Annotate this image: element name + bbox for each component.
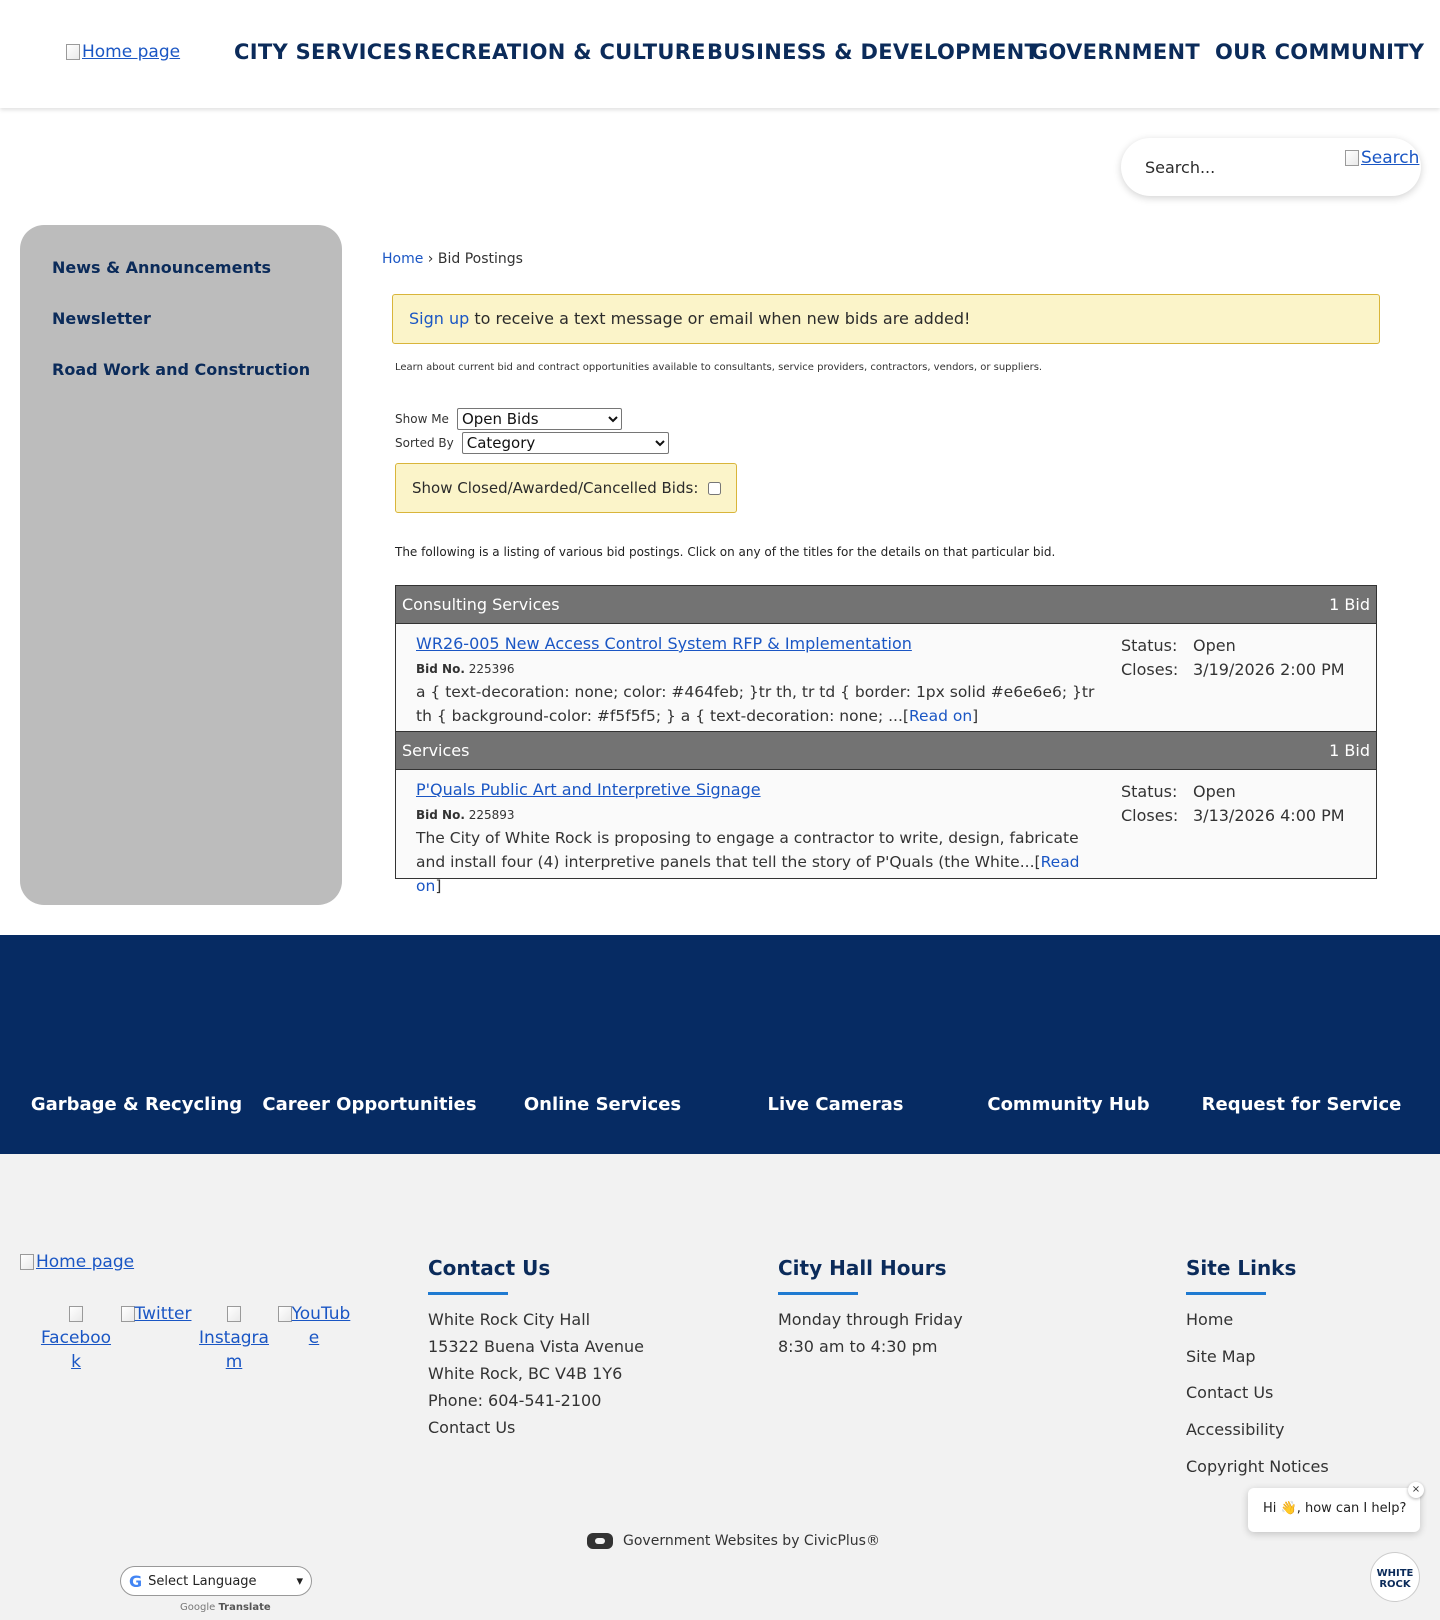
bid-title-link[interactable]: P'Quals Public Art and Interpretive Signage <box>416 780 761 799</box>
bid-row <box>396 770 1376 895</box>
chevron-down-icon: ▾ <box>296 1573 303 1589</box>
nav-recreation-culture[interactable]: RECREATION & CULTURE <box>414 40 706 64</box>
status-value: Open <box>1193 636 1236 655</box>
contact-line: White Rock, BC V4B 1Y6 <box>428 1364 623 1383</box>
closes-label: Closes: <box>1121 660 1179 679</box>
instagram-alt-1: Instagra <box>199 1328 269 1348</box>
translate-select-label: Select Language <box>148 1573 257 1589</box>
nav-business-development[interactable]: BUSINESS & DEVELOPMENT <box>707 40 1040 64</box>
signup-link[interactable]: Sign up <box>409 309 470 328</box>
youtube-icon <box>278 1306 292 1322</box>
bid-row <box>396 624 1376 732</box>
youtube-link[interactable] <box>275 1302 353 1350</box>
site-links-heading: Site Links <box>1186 1256 1297 1280</box>
hours-heading: City Hall Hours <box>778 1256 947 1280</box>
civicplus-logo-icon <box>587 1533 613 1549</box>
twitter-icon <box>121 1306 135 1322</box>
signup-notice <box>392 294 1380 344</box>
twitter-alt-1: Twitter <box>134 1304 192 1324</box>
category-count: 1 Bid <box>1329 741 1370 760</box>
category-name: Consulting Services <box>402 595 560 614</box>
search-button[interactable] <box>1345 148 1419 168</box>
contact-us-link[interactable]: Contact Us <box>428 1418 516 1437</box>
site-link-site-map[interactable]: Site Map <box>1186 1347 1256 1366</box>
footer-logo-link[interactable] <box>20 1252 134 1272</box>
sidebar-item-newsletter[interactable]: Newsletter <box>52 309 151 328</box>
closes-label: Closes: <box>1121 806 1179 825</box>
quick-link-community-hub[interactable]: Community Hub <box>987 1094 1150 1115</box>
nav-government[interactable]: GOVERNMENT <box>1031 40 1201 64</box>
site-link-contact[interactable]: Contact Us <box>1186 1383 1274 1402</box>
show-closed-box <box>395 463 737 513</box>
read-on-link[interactable]: Read on <box>416 853 1080 895</box>
bid-description-text: a { text-decoration: none; color: #464feb; }tr th, tr td { border: 1px solid #e6e6e6; }tr th { background-color: #f5f5f5; } a { text-decoration: none; ... <box>416 683 1095 725</box>
category-count: 1 Bid <box>1329 595 1370 614</box>
twitter-link[interactable] <box>120 1302 192 1326</box>
sorted-by-select[interactable] <box>462 432 669 454</box>
breadcrumb-separator: › <box>427 251 434 267</box>
translate-caption <box>180 1602 271 1613</box>
site-link-copyright[interactable]: Copyright Notices <box>1186 1457 1329 1476</box>
google-word: Google <box>180 1602 216 1613</box>
category-name: Services <box>402 741 470 760</box>
search-icon <box>1345 150 1359 166</box>
contact-heading: Contact Us <box>428 1256 551 1280</box>
civicplus-credit[interactable] <box>587 1533 880 1549</box>
nav-our-community[interactable]: OUR COMMUNITY <box>1215 40 1425 64</box>
chat-avatar-line1: WHITE <box>1376 1568 1414 1579</box>
main-nav <box>0 40 1440 70</box>
category-header <box>396 732 1376 770</box>
site-footer <box>0 1154 1440 1620</box>
youtube-alt-1: YouTub <box>291 1304 351 1324</box>
quick-link-careers[interactable]: Career Opportunities <box>262 1094 477 1115</box>
quick-link-online-services[interactable]: Online Services <box>523 1094 682 1115</box>
bid-meta <box>1121 634 1345 682</box>
broken-image-icon <box>20 1254 34 1270</box>
show-me-select[interactable] <box>457 408 622 430</box>
close-icon[interactable]: × <box>1408 1482 1424 1498</box>
sidebar <box>20 225 342 905</box>
bid-number <box>416 808 515 822</box>
bid-number <box>416 662 515 676</box>
read-on-link[interactable]: Read on <box>908 707 973 725</box>
show-me-filter <box>395 408 622 430</box>
bids-intro-text: Learn about current bid and contract opportunities available to consultants, service providers, contractors, vendors, or suppliers. <box>395 362 1043 373</box>
bid-number-value: 225396 <box>468 662 515 676</box>
hours-line: Monday through Friday <box>778 1310 963 1329</box>
search-box <box>1121 138 1421 196</box>
youtube-alt-2: e <box>308 1328 320 1348</box>
closes-value: 3/19/2026 2:00 PM <box>1193 660 1345 679</box>
nav-city-services[interactable]: CITY SERVICES <box>234 40 413 64</box>
bid-number-label: Bid No. <box>416 808 465 822</box>
chat-avatar-line2: ROCK <box>1379 1579 1411 1590</box>
instagram-link[interactable] <box>194 1302 274 1374</box>
chat-greeting-bubble[interactable] <box>1248 1484 1421 1532</box>
status-label: Status: <box>1121 782 1178 801</box>
facebook-icon <box>69 1306 83 1322</box>
show-closed-label: Show Closed/Awarded/Cancelled Bids: <box>412 479 699 497</box>
facebook-alt-1: Faceboo <box>40 1328 112 1348</box>
bid-description: a { text-decoration: none; color: #464feb; }tr th, tr td { border: 1px solid #e6e6e6; }tr th { background-color: #f5f5f5; } a { text-decoration: none; ...[Read on] <box>416 683 1095 725</box>
breadcrumb-current: Bid Postings <box>437 251 523 267</box>
contact-line: White Rock City Hall <box>428 1310 591 1329</box>
site-header <box>0 0 1440 108</box>
translate-select[interactable] <box>120 1566 312 1596</box>
show-closed-checkbox[interactable] <box>708 482 721 495</box>
bid-table <box>395 585 1377 895</box>
sorted-by-label: Sorted By <box>395 436 454 450</box>
contact-line: Phone: 604-541-2100 <box>428 1391 602 1410</box>
sorted-by-filter <box>395 432 669 454</box>
chat-avatar[interactable] <box>1370 1552 1420 1602</box>
civicplus-text: Government Websites by CivicPlus® <box>623 1533 880 1549</box>
home-logo-alt: Home page <box>82 42 181 62</box>
sidebar-item-road-work[interactable]: Road Work and Construction <box>52 360 311 379</box>
hours-line: 8:30 am to 4:30 pm <box>778 1337 938 1356</box>
site-link-accessibility[interactable]: Accessibility <box>1186 1420 1285 1439</box>
quick-link-live-cameras[interactable]: Live Cameras <box>767 1094 904 1115</box>
facebook-alt-2: k <box>71 1352 81 1372</box>
search-button-alt: Search <box>1361 148 1420 168</box>
search-input[interactable] <box>1145 152 1325 182</box>
translate-word: Translate <box>218 1602 271 1613</box>
bid-number-value: 225893 <box>468 808 515 822</box>
google-g-icon: G <box>129 1571 143 1591</box>
site-link-home[interactable]: Home <box>1186 1310 1234 1329</box>
footer-logo-alt: Home page <box>36 1252 135 1272</box>
bid-number-label: Bid No. <box>416 662 465 676</box>
bid-description: The City of White Rock is proposing to engage a contractor to write, design, fabricate and install four (4) interpretive panels that tell the story of P'Quals (the White...[Read on] <box>416 829 1080 895</box>
quick-link-request-service[interactable]: Request for Service <box>1201 1094 1402 1115</box>
category-header <box>396 586 1376 624</box>
bid-title-link[interactable]: WR26-005 New Access Control System RFP & Implementation <box>416 634 912 653</box>
status-value: Open <box>1193 782 1236 801</box>
facebook-link[interactable] <box>36 1302 116 1374</box>
bid-meta <box>1121 780 1345 828</box>
chat-greeting-text: Hi 👋, how can I help? <box>1263 1501 1407 1516</box>
instagram-alt-2: m <box>225 1352 243 1372</box>
contact-line: 15322 Buena Vista Avenue <box>428 1337 644 1356</box>
closes-value: 3/13/2026 4:00 PM <box>1193 806 1345 825</box>
quick-link-garbage[interactable]: Garbage & Recycling <box>30 1094 243 1115</box>
breadcrumb-home-link[interactable]: Home <box>382 251 424 267</box>
status-label: Status: <box>1121 636 1178 655</box>
show-me-label: Show Me <box>395 412 449 426</box>
sidebar-item-news[interactable]: News & Announcements <box>52 258 271 277</box>
signup-notice-text: to receive a text message or email when new bids are added! <box>469 309 971 328</box>
bid-description-text: The City of White Rock is proposing to engage a contractor to write, design, fabricate and install four (4) interpretive panels that tell the story of P'Quals (the White... <box>416 829 1079 871</box>
breadcrumb <box>382 251 523 267</box>
quick-links-band <box>0 935 1440 1154</box>
instagram-icon <box>227 1306 241 1322</box>
listing-intro-text: The following is a listing of various bid postings. Click on any of the titles for the details on that particular bid. <box>395 545 1056 559</box>
